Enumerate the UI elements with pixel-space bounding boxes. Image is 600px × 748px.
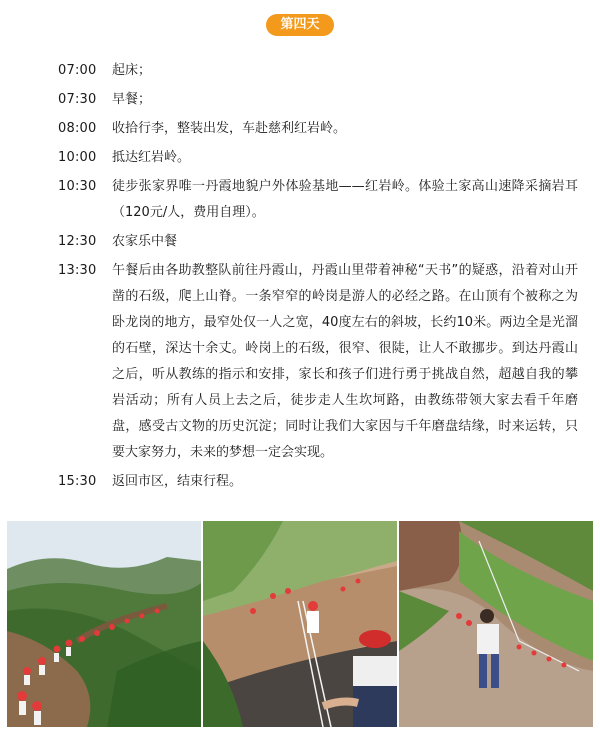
schedule-time: 07:30	[58, 92, 97, 107]
schedule-text: 抵达红岩岭。	[112, 150, 191, 165]
schedule-time: 13:30	[58, 263, 97, 278]
steep-slope-photo	[399, 521, 593, 727]
schedule-text: 收拾行李，整装出发，车赴慈利红岩岭。	[112, 121, 347, 136]
schedule-text: 早餐；	[112, 92, 152, 107]
schedule-time: 15:30	[58, 474, 97, 489]
schedule-text: 徒步张家界唯一丹霞地貌户外体验基地——红岩岭。体验土家高山速降采摘岩耳（120元/人，费用自理）。	[112, 179, 578, 220]
schedule-time: 07:00	[58, 63, 97, 78]
schedule-item	[58, 145, 578, 171]
rope-descent-image	[203, 521, 397, 727]
steep-slope-image	[399, 521, 593, 727]
schedule-text: 午餐后由各助教整队前往丹霞山，丹霞山里带着神秘“天书”的疑惑，沿着对山开凿的石级，爬上山脊。一条窄窄的岭岗是游人的必经之路。在山顶有个被称之为卧龙岗的地方，最窄处仅一人之宽，40度左右的斜坡，长约10米。两边全是光溜的石壁，深达十余丈。岭岗上的石级，很窄、很陡，让人不敢挪步。到达丹霞山之后，听从教练的指示和安排，家长和孩子们进行勇于挑战自然，超越自我的攀岩活动；所有人员上去之后，徒步走人生坎坷路，由教练带领大家去看千年磨盘，感受古文物的历史沉淀；同时让我们大家因与千年磨盘结缘，时来运转，只要大家努力，未来的梦想一定会实现。	[112, 263, 578, 460]
schedule-text: 农家乐中餐	[112, 234, 178, 249]
schedule-text: 返回市区，结束行程。	[112, 474, 243, 489]
schedule-list	[58, 58, 578, 498]
schedule-item	[58, 258, 578, 466]
schedule-time: 12:30	[58, 234, 97, 249]
day-badge: 第四天	[266, 14, 334, 36]
schedule-item	[58, 58, 578, 84]
schedule-time: 08:00	[58, 121, 97, 136]
hikers-on-ridge-photo	[7, 521, 201, 727]
schedule-item	[58, 174, 578, 226]
schedule-time: 10:30	[58, 179, 97, 194]
schedule-text: 起床；	[112, 63, 152, 78]
schedule-item	[58, 469, 578, 495]
rope-descent-photo	[203, 521, 397, 727]
hikers-on-ridge-image	[7, 521, 201, 727]
photo-strip	[7, 521, 593, 727]
schedule-item	[58, 229, 578, 255]
schedule-item	[58, 116, 578, 142]
schedule-time: 10:00	[58, 150, 97, 165]
schedule-item	[58, 87, 578, 113]
